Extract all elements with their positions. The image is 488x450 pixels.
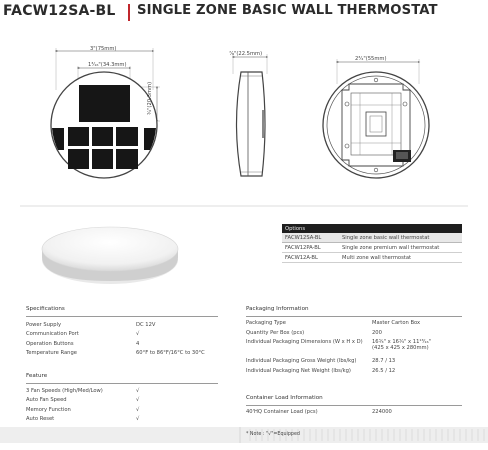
packaging-row: Packaging Type Master Carton Box <box>246 320 421 326</box>
options-row: FACW12A-BL Multi zone wall thermostat <box>282 253 462 263</box>
container-section <box>246 395 462 419</box>
specifications-section <box>26 306 218 358</box>
packaging-section <box>246 306 462 377</box>
container-row: 40'HQ Container Load (pcs) 224000 <box>246 409 392 415</box>
product-title: SINGLE ZONE BASIC WALL THERMOSTAT <box>137 3 438 18</box>
spec-row: Communication Port √ <box>26 331 140 338</box>
packaging-row: Individual Packaging Gross Weight (lbs/kg) 28.7 / 13 <box>246 358 396 364</box>
dim-depth-label: ⁷⁄₈"(22.5mm) <box>229 51 263 57</box>
feature-row: Auto Reset √ <box>26 416 140 423</box>
packaging-row: Individual Packaging Dimensions (W x H x D) 16¾" x 16¾" x 11¹³⁄₁₆" (425 x 425 x 280mm) <box>246 339 431 351</box>
dim-width-label: 3"(75mm) <box>90 46 117 52</box>
dim-screen-height-label: ¾"(20.3mm) <box>147 81 153 115</box>
feature-row: Auto Fan Speed √ <box>26 397 140 404</box>
footnote: * Note : "√"=Equipped <box>246 432 300 437</box>
container-title: Container Load Information <box>246 395 323 401</box>
packaging-row: Quantity Per Box (pcs) 200 <box>246 329 382 336</box>
feature-section <box>26 373 218 424</box>
packaging-title: Packaging Information <box>246 306 309 312</box>
thermostat-render-image <box>42 227 178 284</box>
packaging-row: Individual Packaging Net Weight (lbs/kg) 26.5 / 12 <box>246 367 396 374</box>
options-header: Options <box>282 224 462 233</box>
section-divider <box>246 405 462 406</box>
specifications-title: Specifications <box>26 306 65 312</box>
feature-title: Feature <box>26 373 48 379</box>
dim-screen-width-label: 1³⁄₁₆"(34.3mm) <box>88 62 127 68</box>
back-view-drawing <box>323 59 429 178</box>
section-divider <box>26 383 218 384</box>
spec-row: Operation Buttons 4 <box>26 340 140 347</box>
section-divider <box>246 316 462 317</box>
options-row: FACW12PA-BL Single zone premium wall thermostat <box>282 243 462 253</box>
options-row: FACW12SA-BL Single zone basic wall thermostat <box>282 233 462 243</box>
side-view-drawing <box>233 54 267 176</box>
bottom-stripe <box>0 425 488 450</box>
spec-row: Temperature Range 60°F to 86°F/16°C to 30°C <box>26 350 205 357</box>
feature-row: 3 Fan Speeds (High/Med/Low) √ <box>26 387 140 394</box>
spec-row: Power Supply DC 12V <box>26 321 156 328</box>
feature-row: Memory Function √ <box>26 406 140 413</box>
model-title: FACW12SA-BL <box>3 3 116 19</box>
section-divider <box>26 316 218 317</box>
options-table <box>282 224 462 263</box>
dim-back-width-label: 2³⁄₄"(55mm) <box>355 56 387 62</box>
